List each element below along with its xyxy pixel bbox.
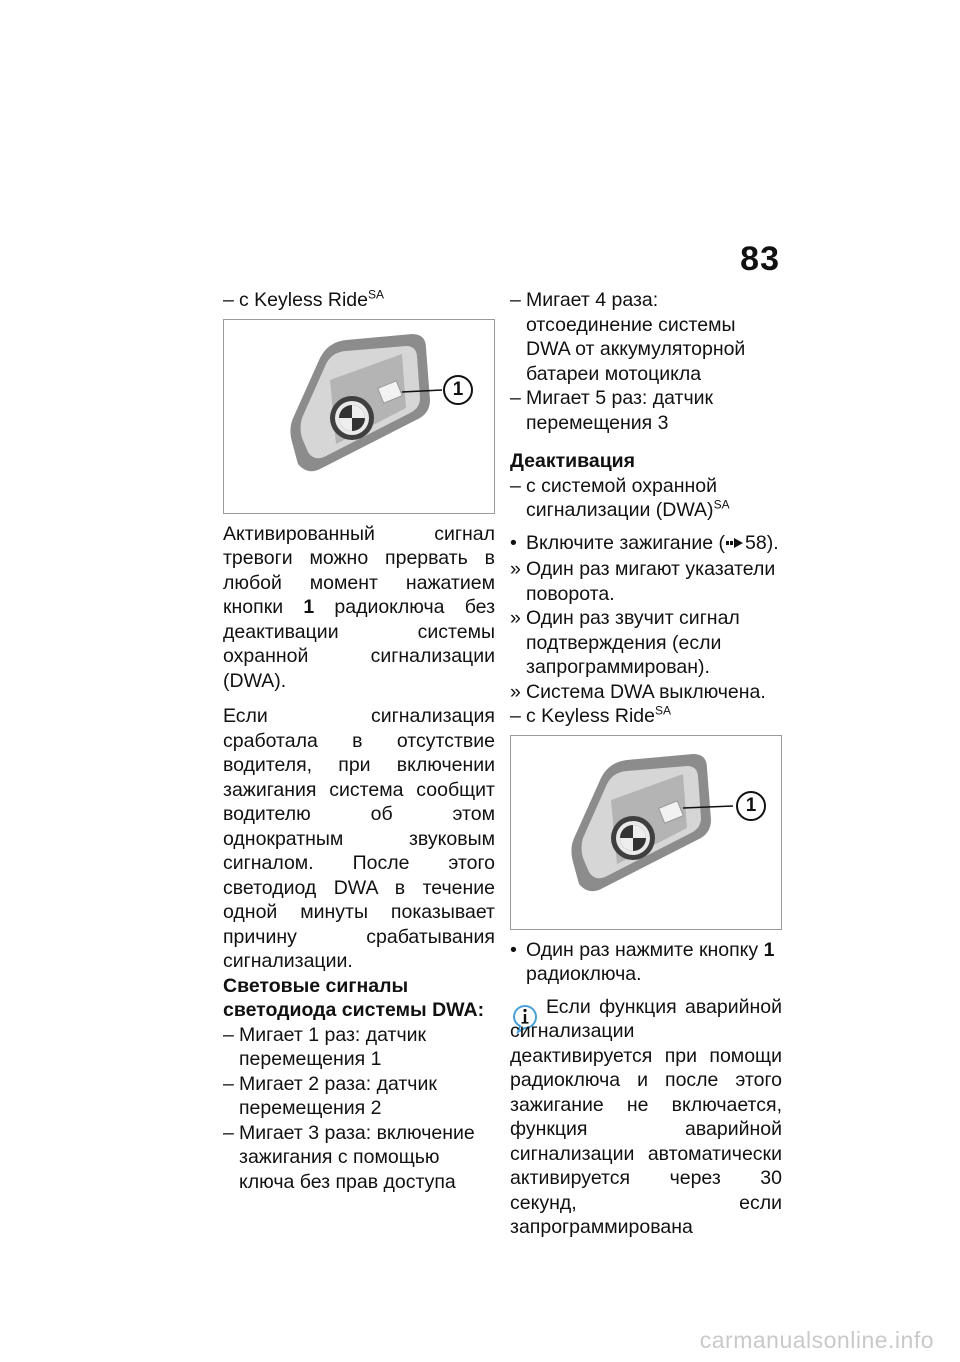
list-item-text: Мигает 2 раза: датчик перемещения 2 xyxy=(239,1072,437,1119)
result-marker: » xyxy=(510,680,521,703)
result-item xyxy=(510,557,782,606)
sa-superscript: SA xyxy=(713,497,730,512)
step-ignition-on xyxy=(510,531,782,558)
step-press-button xyxy=(510,938,782,987)
dash-marker: – xyxy=(510,705,521,727)
result-marker: » xyxy=(510,558,521,580)
bullet-marker: • xyxy=(510,531,517,554)
radio-key-illustration xyxy=(511,736,781,929)
result-text: Один раз мигают указатели поворота. xyxy=(526,558,776,605)
paragraph-alarm-cancel xyxy=(223,522,495,694)
dash-marker: – xyxy=(510,474,521,497)
result-item xyxy=(510,606,782,680)
button-ref-1: 1 xyxy=(763,938,775,961)
dash-marker: – xyxy=(223,1121,234,1144)
step-text: Один раз нажмите кнопку xyxy=(526,938,764,961)
result-marker: » xyxy=(510,607,521,629)
step-text: Включите зажигание ( xyxy=(526,531,726,554)
step-text-end: радиоключа. xyxy=(526,963,642,985)
bullet-marker: • xyxy=(510,938,517,961)
watermark: carmanualsonline.info xyxy=(699,1327,934,1353)
list-item xyxy=(223,1072,495,1121)
result-item xyxy=(510,680,782,705)
result-text: Система DWA выключена. xyxy=(526,680,766,703)
right-column xyxy=(510,288,782,1240)
callout-1: 1 xyxy=(745,794,757,816)
arrow-right-icon xyxy=(725,533,745,558)
dash-marker: – xyxy=(223,1072,234,1095)
heading-led-signals: Световые сигналы светодиода системы DWA: xyxy=(223,974,485,1021)
list-item xyxy=(510,288,782,386)
condition-keyless-ride xyxy=(223,288,495,313)
list-item xyxy=(223,1023,495,1072)
step-text-end: ). xyxy=(766,531,779,554)
dash-marker: – xyxy=(510,387,521,409)
page-number: 83 xyxy=(740,240,780,278)
list-item xyxy=(223,1121,495,1195)
radio-key-illustration xyxy=(224,320,494,513)
sa-superscript: SA xyxy=(367,287,384,302)
condition-keyless-ride xyxy=(510,704,782,729)
left-column xyxy=(223,288,495,1194)
key-figure-1 xyxy=(223,319,495,514)
heading-deactivation: Деактивация xyxy=(510,450,636,472)
key-figure-2 xyxy=(510,735,782,930)
condition-text: с системой охранной сигнализации (DWA) xyxy=(526,474,718,521)
dash-marker: – xyxy=(223,1023,234,1046)
sa-superscript: SA xyxy=(654,703,671,718)
info-text: Если функция аварийной сигнализации деактивируется при помощи радиоключа и после этого зажигание не включается, функция аварийной сигнализации автоматически активируется через 30 секунд, если запрограммирована xyxy=(510,995,782,1238)
list-item xyxy=(510,386,782,435)
dash-marker: – xyxy=(223,289,234,311)
list-item-text: Мигает 3 раза: включение зажигания с помощью ключа без прав доступа xyxy=(239,1121,475,1193)
list-item-text: Мигает 4 раза: отсоединение системы DWA от аккумуляторной батареи мотоцикла xyxy=(526,289,746,385)
page-reference[interactable]: 58 xyxy=(745,531,767,554)
condition-text: с Keyless Ride xyxy=(239,289,368,311)
list-item-text: Мигает 5 раз: датчик перемещения 3 xyxy=(526,387,714,434)
button-ref-1: 1 xyxy=(303,596,315,618)
condition-text: с Keyless Ride xyxy=(526,705,655,727)
dash-marker: – xyxy=(510,289,521,311)
condition-dwa xyxy=(510,474,782,523)
list-item-text: Мигает 1 раз: датчик перемещения 1 xyxy=(239,1023,427,1070)
paragraph-alarm-triggered: Если сигнализация сработала в отсутствие водителя, при включении зажигания система сообщит водителю об этом однократным звуковым сигналом. После этого светодиод DWA в течение одной минуты показывает причину срабатывания сигнализации. xyxy=(223,705,495,972)
info-note xyxy=(510,995,782,1240)
paragraph-text: Активированный сигнал тревоги можно прервать в любой момент нажатием кнопки xyxy=(223,522,495,618)
result-text: Один раз звучит сигнал подтверждения (если запрограммирован). xyxy=(526,607,740,678)
callout-1: 1 xyxy=(452,378,464,400)
paragraph-text-end: радиоключа без деактивации системы охранной сигнализации (DWA). xyxy=(223,596,496,692)
